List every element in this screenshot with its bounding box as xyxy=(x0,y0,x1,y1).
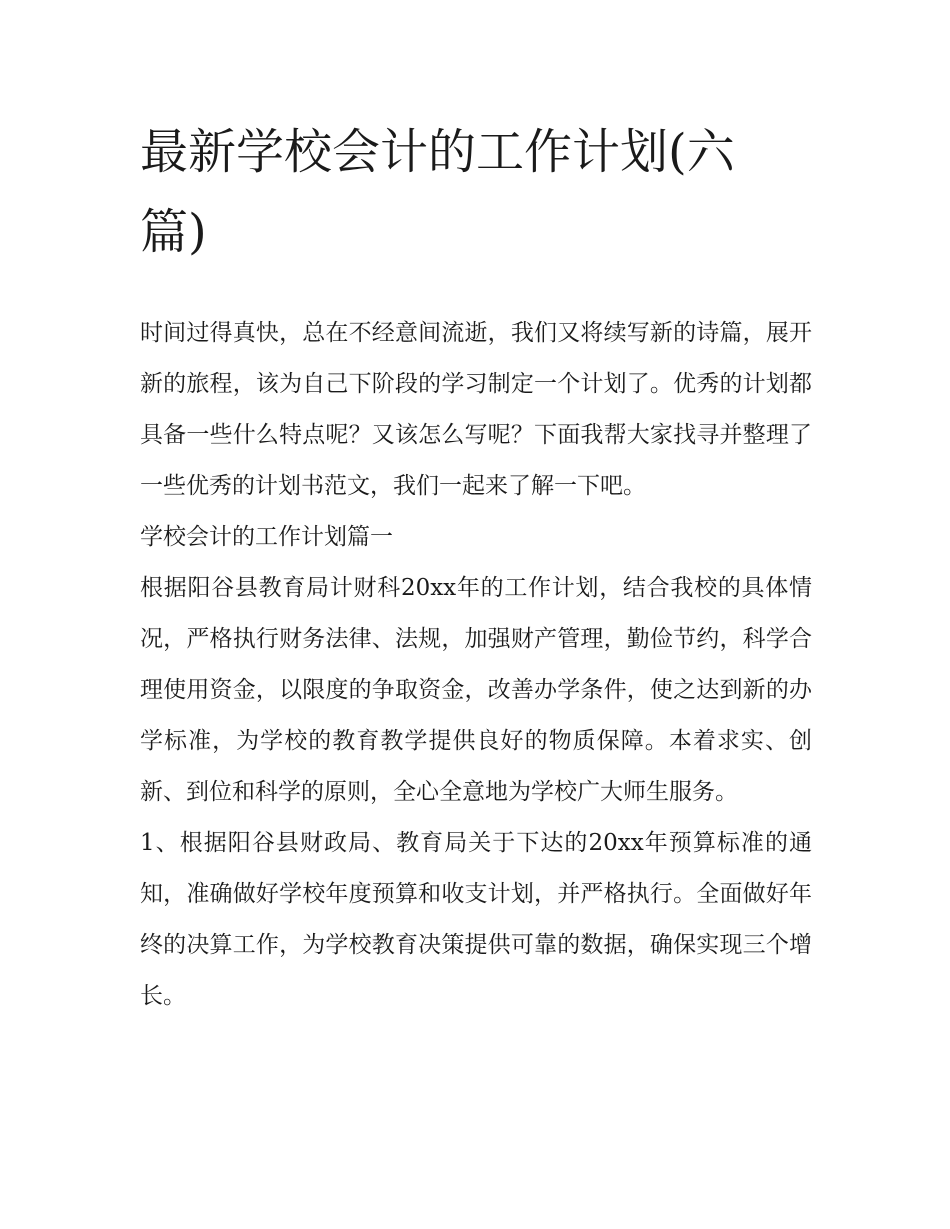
body-paragraph-1: 根据阳谷县教育局计财科20xx年的工作计划，结合我校的具体情况，严格执行财务法律、法规，加强财产管理，勤俭节约，科学合理使用资金，以限度的争取资金，改善办学条件，使之达到新的办学标准，为学校的教育教学提供良好的物质保障。本着求实、创新、到位和科学的原则，全心全意地为学校广大师生服务。 xyxy=(140,575,812,805)
document-title: 最新学校会计的工作计划(六篇) xyxy=(140,124,735,260)
body-paragraph-2: 1、根据阳谷县财政局、教育局关于下达的20xx年预算标准的通知，准确做好学校年度预算和收支计划，并严格执行。全面做好年终的决算工作，为学校教育决策提供可靠的数据，确保实现三个增长。 xyxy=(140,830,812,1009)
section-heading: 学校会计的工作计划篇一 xyxy=(140,524,393,550)
intro-paragraph: 时间过得真快，总在不经意间流逝，我们又将续写新的诗篇，展开新的旅程，该为自己下阶段的学习制定一个计划了。优秀的计划都具备一些什么特点呢？又该怎么写呢？下面我帮大家找寻并整理了一些优秀的计划书范文，我们一起来了解一下吧。 xyxy=(140,320,812,499)
